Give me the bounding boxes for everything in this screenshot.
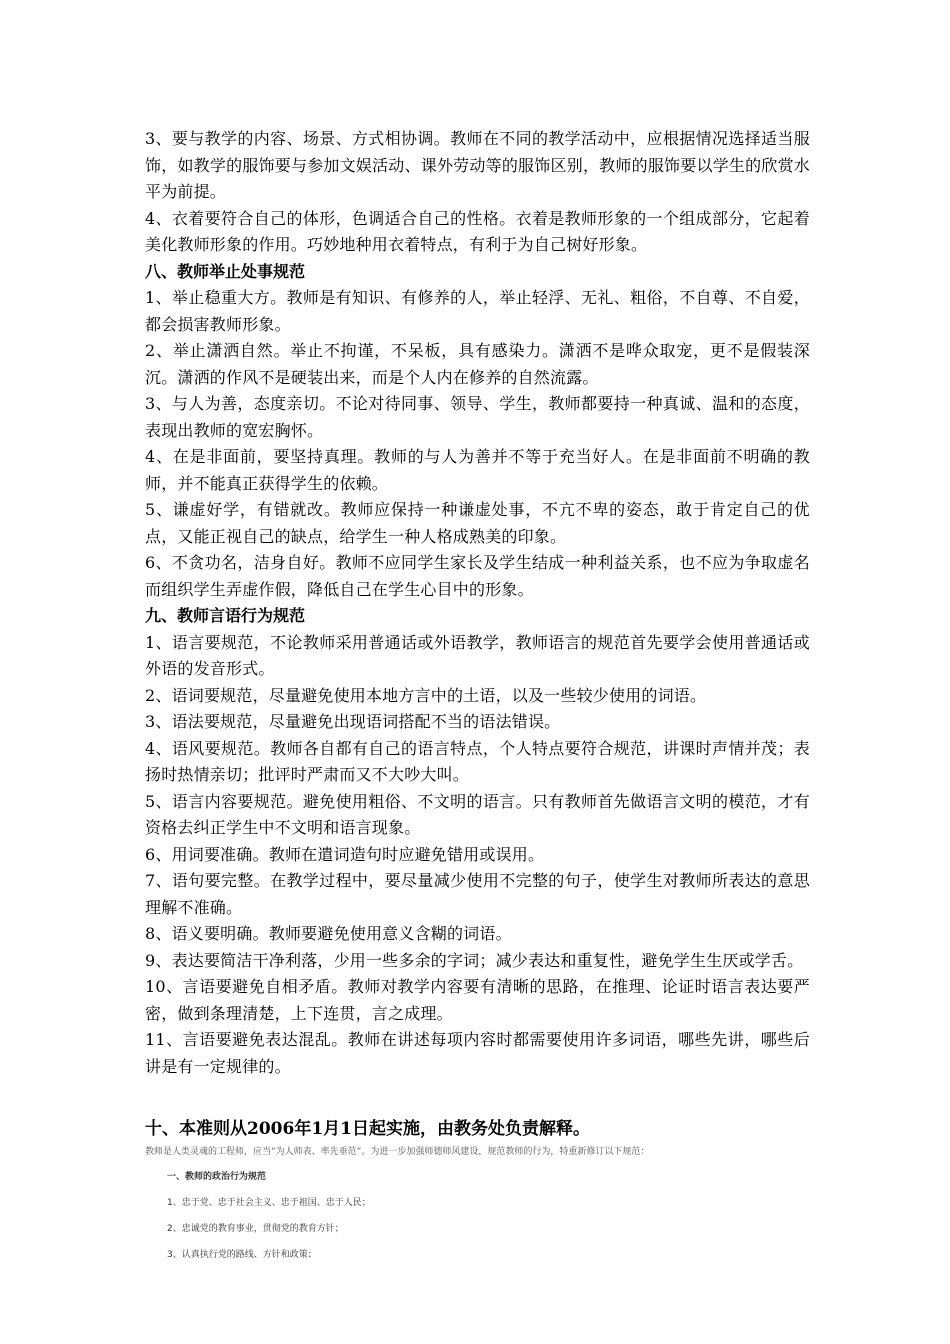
section9-item-8: 8、语义要明确。教师要避免使用意义含糊的词语。 — [145, 924, 512, 943]
section8-item-3: 3、与人为善，态度亲切。不论对待同事、领导、学生，教师都要持一种真诚、温和的态度，表现出教师的宽宏胸怀。 — [145, 394, 810, 440]
section9-item-2: 2、语词要规范，尽量避免使用本地方言中的土语，以及一些较少使用的词语。 — [145, 685, 707, 705]
section9-item-10: 10、言语要避免自相矛盾。教师对教学内容要有清晰的思路，在推理、论证时语言表达要严密，做到条理清楚，上下连贯，言之成理。 — [145, 977, 810, 1023]
section9-item-1: 1、语言要规范，不论教师采用普通话或外语教学，教师语言的规范首先要学会使用普通话或外语的发音形式。 — [145, 632, 810, 678]
section-heading-10: 十、本准则从2006年1月1日起实施，由教务处负责解释。 — [145, 1119, 590, 1139]
section8-item-1: 1、举止稳重大方。教师是有知识、有修养的人，举止轻浮、无礼、粗俗，不自尊、不自爱，都会损害教师形象。 — [145, 288, 810, 334]
section9-item-9: 9、表达要简洁干净利落，少用一些多余的字词；减少表达和重复性，避免学生生厌或学舌。 — [145, 950, 804, 970]
appendix-item-1: 1、忠于党、忠于社会主义、忠于祖国、忠于人民； — [167, 1198, 371, 1208]
section9-item-5: 5、语言内容要规范。避免使用粗俗、不文明的语言。只有教师首先做语言文明的模范，才有资格去纠正学生中不文明和语言现象。 — [145, 791, 810, 837]
section9-item-6: 6、用词要准确。教师在遣词造句时应避免错用或误用。 — [145, 844, 545, 864]
section9-item-7: 7、语句要完整。在教学过程中，要尽量减少使用不完整的句子，使学生对教师所表达的意思理解不准确。 — [145, 871, 810, 917]
section-heading-9: 九、教师言语行为规范 — [145, 606, 306, 625]
paragraph-clothing-3: 3、要与教学的内容、场景、方式相协调。教师在不同的教学活动中，应根据情况选择适当服饰，如教学的服饰要与参加文娱活动、课外劳动等的服饰区别，教师的服饰要以学生的欣赏水平为前提。 — [145, 129, 810, 201]
appendix-item-2: 2、忠诚党的教育事业，贯彻党的教育方针； — [167, 1224, 344, 1234]
section8-item-5: 5、谦虚好学，有错就改。教师应保持一种谦虚处事，不亢不卑的姿态，敢于肯定自己的优点，又能正视自己的缺点，给学生一种人格成熟美的印象。 — [145, 500, 810, 546]
section8-item-4: 4、在是非面前，要坚持真理。教师的与人为善并不等于充当好人。在是非面前不明确的教师，并不能真正获得学生的依赖。 — [145, 447, 810, 493]
section8-item-6: 6、不贪功名，洁身自好。教师不应同学生家长及学生结成一种利益关系，也不应为争取虚名而组织学生弄虚作假，降低自己在学生心目中的形象。 — [145, 553, 810, 599]
appendix-item-3: 3、认真执行党的路线、方针和政策； — [167, 1250, 317, 1260]
section9-item-3: 3、语法要规范，尽量避免出现语词搭配不当的语法错误。 — [145, 712, 561, 731]
section8-item-2: 2、举止潇洒自然。举止不拘谨，不呆板，具有感染力。潇洒不是哗众取宠，更不是假装深沉。潇洒的作风不是硬装出来，而是个人内在修养的自然流露。 — [145, 341, 810, 387]
paragraph-clothing-4: 4、衣着要符合自己的体形，色调适合自己的性格。衣着是教师形象的一个组成部分，它起着美化教师形象的作用。巧妙地种用衣着特点，有利于为自己树好形象。 — [145, 208, 810, 254]
appendix-block — [145, 1144, 810, 1262]
appendix-subheading: 一、教师的政治行为规范 — [167, 1172, 267, 1182]
appendix-intro: 教师是人类灵魂的工程师，应当“为人师表、率先垂范”。为进一步加强师德师风建设，规范教师的行为，特重新修订以下规范： — [145, 1147, 650, 1157]
section-heading-8: 八、教师举止处事规范 — [145, 261, 306, 281]
document-page — [145, 126, 810, 1262]
section9-item-4: 4、语风要规范。教师各自都有自己的语言特点，个人特点要符合规范，讲课时声情并茂；表扬时热情亲切；批评时严肃而又不大吵大叫。 — [145, 738, 810, 784]
section9-item-11: 11、言语要避免表达混乱。教师在讲述每项内容时都需要使用许多词语，哪些先讲，哪些后讲是有一定规律的。 — [145, 1030, 810, 1076]
